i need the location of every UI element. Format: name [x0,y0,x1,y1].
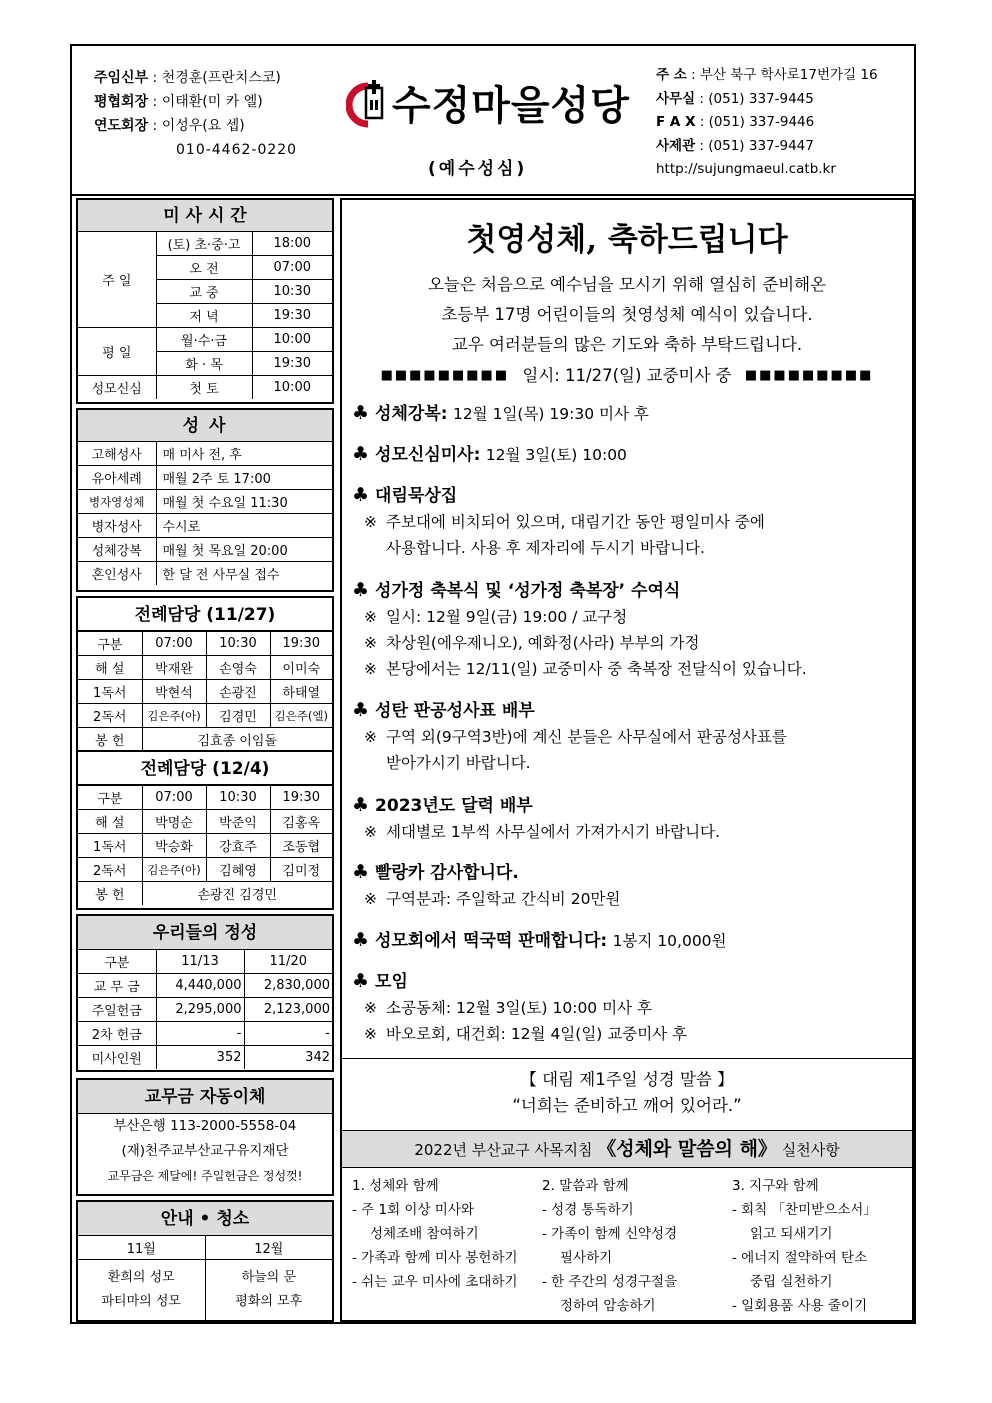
note-mark: ※ [364,513,377,531]
notice-detail: 12월 1일(목) 19:30 미사 후 [452,405,649,423]
directive-line: 필사하기 [560,1250,613,1266]
sacraments-table [78,442,332,585]
requiem-label: 연도회장 [94,118,149,134]
intro-line: 초등부 17명 어린이들의 첫영성체 예식이 있습니다. [441,305,813,324]
mass-name: 화 · 목 [156,352,252,376]
address-label: 주 소 [656,67,687,83]
sacrament-time: 매 미사 전, 후 [156,442,332,466]
autopay-note: 교무금은 제달에! 주일헌금은 정성껏! [107,1169,303,1183]
sacrament-name: 혼인성사 [78,562,156,586]
mass-name: 첫 토 [156,376,252,400]
notice-item [352,792,908,845]
notice-title: 성가정 축복식 및 ‘성가정 축복장’ 수여식 [375,581,681,601]
directive-line: 중립 실천하기 [750,1274,833,1290]
offerings-table [78,950,332,1069]
notice-note: 바오로회, 대건회: 12월 4일(일) 교중미사 후 [386,1025,688,1043]
col-header: 구분 [78,950,156,974]
liturgy-title: 전례담당 (12/4) [78,752,332,786]
pastor-name: 천경훈(프란치스코) [161,70,281,86]
rectory-label: 사제관 [656,137,696,154]
minister-name: 박준익 [206,810,270,834]
directive-col-word [542,1174,677,1318]
notice-note: 구역 외(9구역3반)에 계신 분들은 사무실에서 판공성사표를 [386,728,787,746]
directive-line: 정하여 암송하기 [560,1298,656,1314]
liturgy-title: 전례담당 (11/27) [78,598,332,632]
directive-col-eucharist [352,1174,518,1294]
cleaning-box [76,1200,334,1322]
council-name: 이태환(미 카 엘) [161,94,263,110]
minister-name: 김홍옥 [270,810,332,834]
contact-info: 주 소 : 부산 북구 학사로17번가길 16 사무실 : (051) 337-9445 F A X : (051) 337-9446 사제관 : (051) 337-9447 http://sujungmaeul.catb.kr [656,64,878,182]
directive-header [342,1130,912,1168]
first-sat-label: 성모신심 [78,376,156,400]
note-mark: ※ [364,608,377,626]
directive-line: 성체조배 참여하기 [370,1226,479,1242]
club-icon: ♣ [352,699,370,721]
club-icon: ♣ [352,929,370,951]
note-mark: ※ [364,1025,377,1043]
notice-item [352,927,908,954]
notice-note: 본당에서는 12/11(일) 교중미사 중 축복장 전달식이 있습니다. [386,660,807,678]
offering-type: 미사인원 [78,1046,156,1070]
sacrament-time: 한 달 전 사무실 접수 [156,562,332,586]
autopay-title: 교무금 자동이체 [78,1080,332,1114]
cleaning-title: 안내 • 청소 [78,1202,332,1236]
minister-name: 박승화 [142,834,206,858]
offering-amount: - [156,1022,244,1046]
directive-line: - 쉬는 교우 미사에 초대하기 [352,1274,518,1290]
cleaning-group: 하늘의 문 [241,1270,296,1285]
notice-note: 세대별로 1부씩 사무실에서 가져가시기 바랍니다. [386,823,720,841]
col-header: 10:30 [206,632,270,656]
directive-line: - 가족과 함께 미사 봉헌하기 [352,1250,518,1266]
notice-item [352,968,908,1047]
minister-name: 박현석 [142,680,206,704]
sacrament-time: 매월 첫 목요일 20:00 [156,538,332,562]
sacrament-name: 병자영성체 [78,490,156,514]
sacraments-box [76,408,334,592]
mass-time: 18:00 [252,232,332,256]
minister-name: 손영숙 [206,656,270,680]
directive-line: - 회칙 「찬미받으소서」 [732,1202,877,1218]
clergy-info: 주임신부 : 천경훈(프란치스코) 평협회장 : 이태환(미 카 엘) 연도회장 : 이성우(요 셉) 010-4462-0220 [94,66,297,162]
col-header: 07:00 [142,786,206,810]
note-mark: ※ [364,634,377,652]
role-label: 해 설 [78,810,142,834]
directive-line: - 가족이 함께 신약성경 [542,1226,678,1242]
mass-time: 10:00 [252,376,332,400]
directive-pre: 2022년 부산교구 사목지침 [414,1141,593,1159]
mass-time: 10:30 [252,280,332,304]
note-mark: ※ [364,660,377,678]
address-value: 부산 북구 학사로17번가길 16 [699,67,878,83]
month-label: 12월 [205,1236,332,1260]
sacrament-name: 성체강복 [78,538,156,562]
notice-note: 소공동체: 12월 3일(토) 10:00 미사 후 [386,999,652,1017]
club-icon: ♣ [352,861,370,883]
offering-type: 2차 헌금 [78,1022,156,1046]
directive-line: 2. 말씀과 함께 [542,1178,629,1194]
minister-name: 김은주(아) [142,858,206,882]
role-label: 봉 헌 [78,882,142,906]
offering-amount: - [244,1022,332,1046]
notice-title: 빨랑카 감사합니다. [375,863,519,883]
club-icon: ♣ [352,579,370,601]
notice-title: 2023년도 달력 배부 [375,796,533,816]
sunday-label: 주 일 [78,232,156,328]
minister-name: 강효주 [206,834,270,858]
month-label: 11월 [78,1236,205,1260]
directive-line: 읽고 되새기기 [750,1226,833,1242]
scripture-verse [342,1058,912,1130]
role-label: 1독서 [78,834,142,858]
notice-title: 성체강복: [375,404,448,424]
notice-item [352,400,908,427]
sacrament-name: 유아세례 [78,466,156,490]
notice-item [352,482,908,561]
website-link[interactable]: http://sujungmaeul.catb.kr [656,161,836,177]
sacrament-name: 고해성사 [78,442,156,466]
mass-name: 교 중 [156,280,252,304]
notice-note: 구역분과: 주일학교 간식비 20만원 [386,890,621,908]
col-header: 11/13 [156,950,244,974]
offering-amount: 2,830,000 [244,974,332,998]
notice-item [352,577,908,682]
directive-line: - 주 1회 이상 미사와 [352,1202,474,1218]
directive-post: 실천사항 [781,1141,840,1159]
club-icon: ♣ [352,402,370,424]
mass-name: (토) 초·중·고 [156,232,252,256]
cleaning-group: 파티마의 성모 [101,1294,181,1309]
sacrament-time: 수시로 [156,514,332,538]
directive-line: 1. 성체와 함께 [352,1178,439,1194]
rectory-phone: (051) 337-9447 [708,137,814,154]
requiem-name: 이성우(요 셉) [161,118,245,134]
mass-time: 19:30 [252,304,332,328]
club-icon: ♣ [352,443,370,465]
col-header: 11/20 [244,950,332,974]
col-header: 구분 [78,786,142,810]
intro-line: 교우 여러분들의 많은 기도와 축하 부탁드립니다. [451,335,803,354]
offering-type: 교 무 금 [78,974,156,998]
notice-note: 일시: 12월 9일(금) 19:00 / 교구청 [386,608,628,626]
verse-text: “너희는 준비하고 깨어 있어라.” [512,1096,742,1115]
role-label: 2독서 [78,704,142,728]
notice-detail: 12월 3일(토) 10:00 [485,446,627,464]
minister-name: 김혜영 [206,858,270,882]
sacraments-title: 성 사 [78,410,332,442]
club-icon: ♣ [352,794,370,816]
col-header: 구분 [78,632,142,656]
sacrament-name: 병자성사 [78,514,156,538]
mass-schedule-box [76,198,334,404]
minister-name: 하태열 [270,680,332,704]
decor-squares: ■■■■■■■■■ [744,368,874,383]
pastor-label: 주임신부 [94,70,149,86]
parish-patron: (예수성심) [428,159,528,179]
liturgy-box-124 [76,752,334,910]
minister-name: 박명순 [142,810,206,834]
mass-schedule-title: 미 사 시 간 [78,200,332,232]
fax-label: F A X [656,114,696,130]
mass-time: 19:30 [252,352,332,376]
offerings-box [76,914,334,1072]
main-notices [340,198,914,1322]
directive-line: - 한 주간의 성경구절을 [542,1274,678,1290]
directive-line: - 성경 통독하기 [542,1202,634,1218]
mass-time: 07:00 [252,256,332,280]
church-name: 수정마을성당 [392,83,630,129]
role-label: 1독서 [78,680,142,704]
header [72,46,914,196]
directive-col-earth [732,1174,877,1318]
minister-name: 김은주(엘) [270,704,332,728]
directive-line: - 에너지 절약하여 탄소 [732,1250,868,1266]
minister-name: 김은주(아) [142,704,206,728]
minister-name: 김경민 [206,704,270,728]
offerings-title: 우리들의 정성 [78,916,332,950]
notice-title: 대림묵상집 [375,486,458,506]
role-label: 봉 헌 [78,728,142,752]
mass-time: 10:00 [252,328,332,352]
note-mark: ※ [364,823,377,841]
notice-title: 모임 [375,972,408,992]
directive-line: - 일회용품 사용 줄이기 [732,1298,868,1314]
minister-name: 김미정 [270,858,332,882]
cleaning-table [78,1236,332,1320]
office-label: 사무실 [656,90,696,107]
notice-title: 성탄 판공성사표 배부 [375,701,535,721]
club-icon: ♣ [352,970,370,992]
attendance-count: 352 [156,1046,244,1070]
notice-note: 주보대에 비치되어 있으며, 대림기간 동안 평일미사 중에 [386,513,765,531]
sacrament-time: 매월 2주 토 17:00 [156,466,332,490]
notice-title: 성모신심미사: [375,445,481,465]
sacrament-time: 매월 첫 수요일 11:30 [156,490,332,514]
notice-detail: 1봉지 10,000원 [612,932,727,950]
notice-note: 받아가시기 바랍니다. [386,754,531,772]
offering-amount: 4,440,000 [156,974,244,998]
col-header: 07:00 [142,632,206,656]
ceremony-date [342,362,912,386]
headline: 첫영성체, 축하드립니다 [466,222,788,258]
bulletin-page [70,44,916,1324]
minister-name: 조동협 [270,834,332,858]
liturgy-box-1127 [76,596,334,752]
fax-number: (051) 337-9446 [708,114,815,130]
offering-type: 주일헌금 [78,998,156,1022]
liturgy-table [78,632,332,751]
weekday-label: 평 일 [78,328,156,376]
minister-name: 이미숙 [270,656,332,680]
minister-name: 박재완 [142,656,206,680]
col-header: 10:30 [206,786,270,810]
minister-name: 손광진 [206,680,270,704]
attendance-count: 342 [244,1046,332,1070]
office-phone: (051) 337-9445 [708,90,814,107]
account-holder: (재)천주교부산교구유지재단 [121,1143,289,1159]
role-label: 2독서 [78,858,142,882]
mass-schedule-table [78,232,332,399]
autopay-box [76,1078,334,1196]
intro-text [342,270,912,360]
note-mark: ※ [364,890,377,908]
note-mark: ※ [364,999,377,1017]
bank-account: 부산은행 113-2000-5558-04 [113,1118,297,1134]
note-mark: ※ [364,728,377,746]
directive-theme: 《성체와 말씀의 해》 [597,1138,777,1160]
offering-amount: 2,295,000 [156,998,244,1022]
directive-line: 3. 지구와 함께 [732,1178,819,1194]
col-header: 19:30 [270,632,332,656]
council-label: 평협회장 [94,94,149,110]
role-label: 해 설 [78,656,142,680]
notice-item [352,859,908,912]
notice-note: 사용합니다. 사용 후 제자리에 두시기 바랍니다. [386,539,705,557]
ceremony-date-text: 일시: 11/27(일) 교중미사 중 [522,366,732,385]
offering-ministers: 손광진 김경민 [142,882,332,906]
church-title [344,68,644,148]
notice-item [352,441,908,468]
intro-line: 오늘은 처음으로 예수님을 모시기 위해 열심히 준비해온 [427,275,827,294]
cleaning-group: 환희의 성모 [107,1270,175,1285]
church-logo-icon [346,78,390,128]
mass-name: 오 전 [156,256,252,280]
offering-ministers: 김효종 이임돌 [142,728,332,752]
club-icon: ♣ [352,484,370,506]
liturgy-table [78,786,332,905]
notice-title: 성모회에서 떡국떡 판매합니다: [375,931,608,951]
notice-note: 차상원(에우제니오), 예화정(사라) 부부의 가정 [386,634,700,652]
verse-title: 【 대림 제1주일 성경 말씀 】 [520,1070,734,1089]
offering-amount: 2,123,000 [244,998,332,1022]
mass-name: 저 녁 [156,304,252,328]
decor-squares: ■■■■■■■■■ [380,368,510,383]
cleaning-group: 평화의 모후 [235,1294,303,1309]
notice-item [352,697,908,776]
col-header: 19:30 [270,786,332,810]
mass-name: 월·수·금 [156,328,252,352]
requiem-phone: 010-4462-0220 [176,142,298,158]
